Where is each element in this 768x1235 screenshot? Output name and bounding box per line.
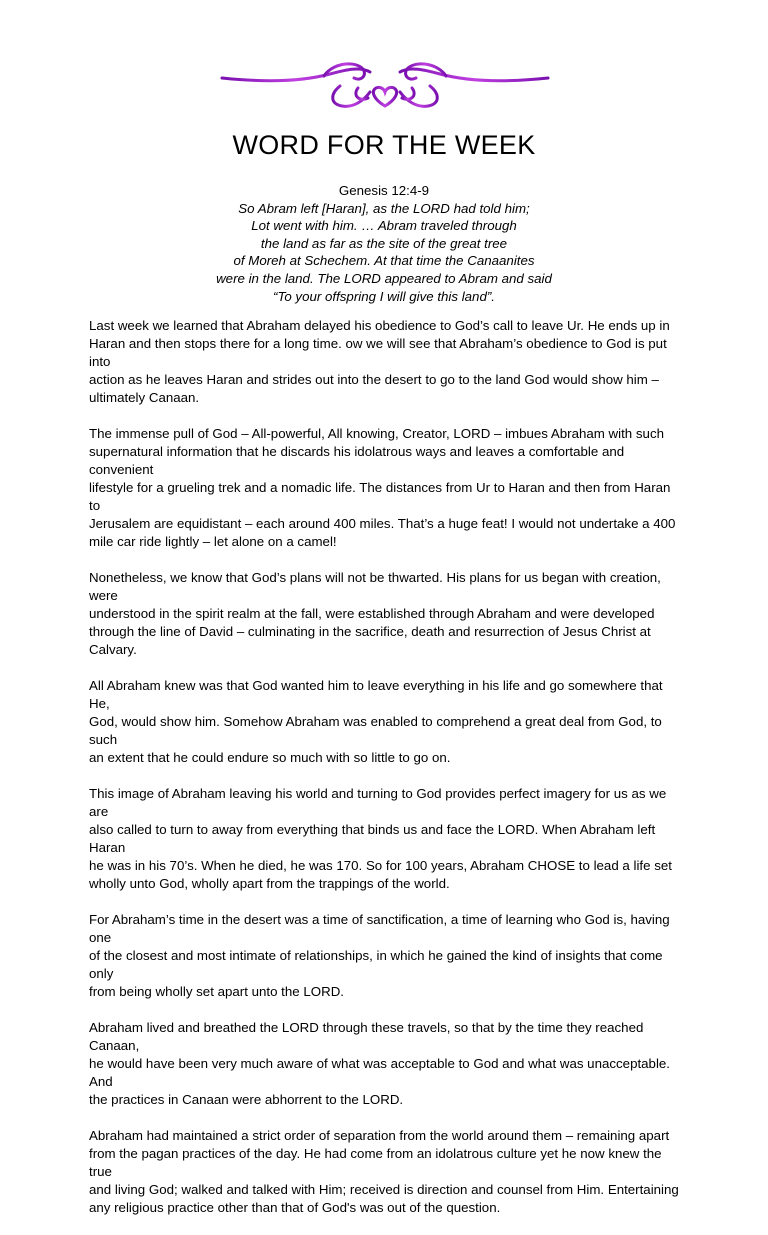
text-line: For Abraham’s time in the desert was a time of sanctification, a time of learning who God is, having one: [89, 912, 670, 945]
text-line: ultimately Canaan.: [89, 390, 200, 405]
text-line: any religious practice other than that of God's was out of the question.: [89, 1200, 501, 1215]
text-line: Haran and then stops there for a long time. ow we will see that Abraham’s obedience to God is put into: [89, 336, 667, 369]
scripture-reference: Genesis 12:4-9: [338, 183, 430, 198]
text-line: Nonetheless, we know that God’s plans will not be thwarted. His plans for us began with creation, were: [89, 570, 661, 603]
text-line: This image of Abraham leaving his world and turning to God provides perfect imagery for us as we are: [89, 786, 667, 819]
text-line: the practices in Canaan were abhorrent to the LORD.: [89, 1092, 404, 1107]
text-line: God, would show him. Somehow Abraham was enabled to comprehend a great deal from God, to such: [89, 714, 662, 747]
text-line: from being wholly set apart unto the LORD.: [89, 984, 344, 999]
paragraph: [89, 569, 685, 659]
body-text: [89, 317, 685, 1235]
text-line: an extent that he could endure so much with so little to go on.: [89, 750, 451, 765]
text-line: Last week we learned that Abraham delayed his obedience to God’s call to leave Ur. He ends up in: [89, 318, 670, 333]
text-line: wholly unto God, wholly apart from the trappings of the world.: [89, 876, 450, 891]
text-line: through the line of David – culminating in the sacrifice, death and resurrection of Jesus Christ at Calvary.: [89, 624, 651, 657]
text-line: supernatural information that he discards his idolatrous ways and leaves a comfortable and convenient: [89, 444, 625, 477]
text-line: also called to turn to away from everything that binds us and face the LORD. When Abraham left Haran: [89, 822, 656, 855]
scripture-line: So Abram left [Haran], as the LORD had told him;: [238, 200, 530, 216]
text-line: mile car ride lightly – let alone on a camel!: [89, 534, 337, 549]
text-line: Abraham lived and breathed the LORD through these travels, so that by the time they reached Canaan,: [89, 1020, 644, 1053]
paragraph: [89, 911, 685, 1001]
text-line: Abraham had maintained a strict order of separation from the world around them – remaining apart: [89, 1128, 670, 1143]
scripture-line: “To your offspring I will give this land”.: [273, 288, 495, 304]
scripture-line: the land as far as the site of the great tree: [260, 235, 508, 251]
paragraph: [89, 425, 685, 551]
paragraph: [89, 785, 685, 893]
text-line: Jerusalem are equidistant – each around 400 miles. That’s a huge feat! I would not undertake a 400: [89, 516, 676, 531]
text-line: he would have been very much aware of what was acceptable to God and what was unacceptable. And: [89, 1056, 670, 1089]
text-line: The immense pull of God – All-powerful, All knowing, Creator, LORD – imbues Abraham with such: [89, 426, 664, 441]
paragraph: [89, 677, 685, 767]
scripture-line: were in the land. The LORD appeared to Abram and said: [216, 270, 552, 286]
text-line: he was in his 70’s. When he died, he was 170. So for 100 years, Abraham CHOSE to lead a life set: [89, 858, 672, 873]
scripture-line: Lot went with him. … Abram traveled through: [251, 218, 517, 234]
page-title: WORD FOR THE WEEK: [232, 130, 536, 160]
text-line: and living God; walked and talked with Him; received is direction and counsel from Him. Entertaining: [89, 1182, 679, 1197]
text-line: from the pagan practices of the day. He had come from an idolatrous culture yet he now knew the true: [89, 1146, 662, 1179]
text-line: understood in the spirit realm at the fall, were established through Abraham and were developed: [89, 606, 655, 621]
text-line: lifestyle for a grueling trek and a nomadic life. The distances from Ur to Haran and then from Haran to: [89, 480, 671, 513]
scripture-block: [0, 182, 768, 305]
text-line: action as he leaves Haran and strides out into the desert to go to the land God would show him –: [89, 372, 659, 387]
paragraph: [89, 1019, 685, 1109]
text-line: of the closest and most intimate of relationships, in which he gained the kind of insights that come only: [89, 948, 663, 981]
flourish-ornament: [220, 56, 550, 112]
paragraph: [89, 317, 685, 407]
paragraph: [89, 1127, 685, 1217]
text-line: All Abraham knew was that God wanted him to leave everything in his life and go somewhere that He,: [89, 678, 663, 711]
scripture-line: of Moreh at Schechem. At that time the Canaanites: [233, 253, 535, 269]
